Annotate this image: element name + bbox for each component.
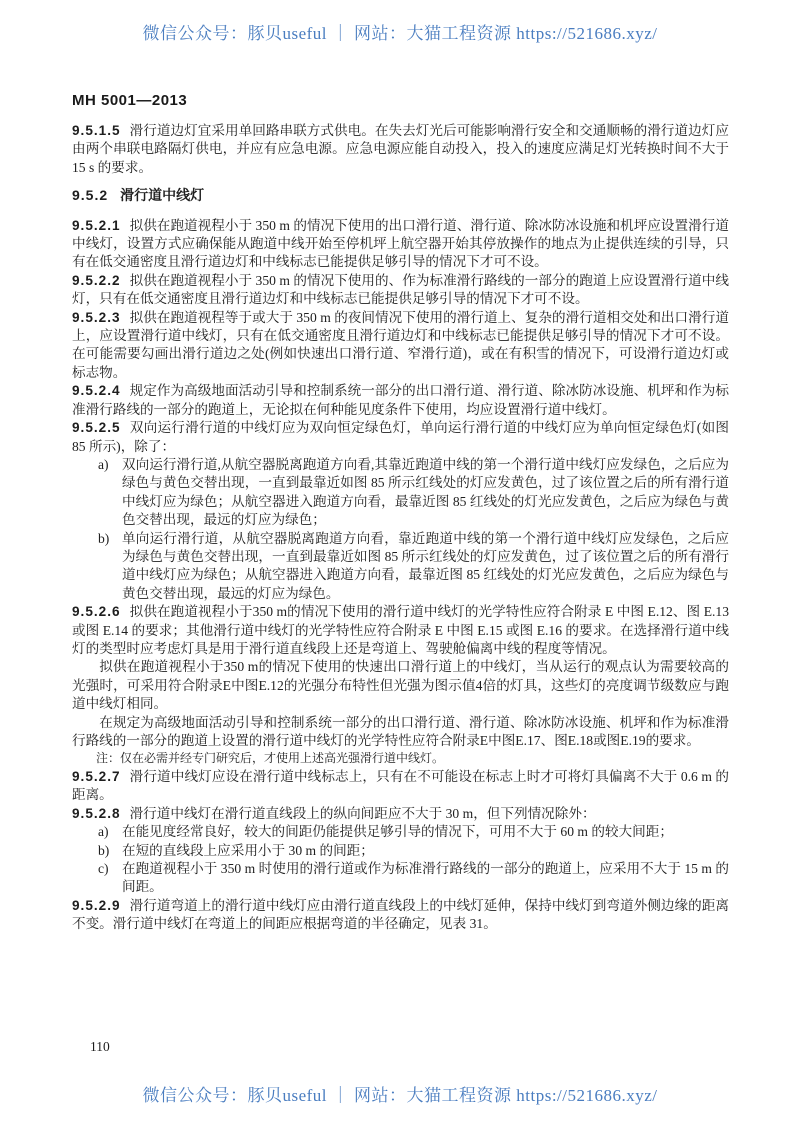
section-9-5-2-6 (72, 603, 729, 658)
standard-number: MH 5001—2013 (72, 92, 188, 109)
section-number: 9.5.2.8 (72, 805, 121, 821)
section-text: 拟供在跑道视程小于 350 m 的情况下使用的出口滑行道、滑行道、除冰防冰设施和机坪应设置滑行道中线灯，设置方式应确保能从跑道中线开始至停机坪上航空器开始其停放操作的地点为止提供连续的引导，只有在低交通密度且滑行道边灯和中线标志已能提供足够引导的情况下才可不设。 (72, 217, 729, 270)
section-text: 滑行道中线灯应设在滑行道中线标志上，只有在不可能设在标志上时才可将灯具偏离不大于 0.6 m 的距离。 (72, 768, 729, 803)
list-item-a (72, 456, 729, 530)
document-body (72, 122, 729, 934)
section-text: 规定作为高级地面活动引导和控制系统一部分的出口滑行道、滑行道、除冰防冰设施、机坪和作为标准滑行路线的一部分的跑道上，无论拟在何种能见度条件下使用，均应设置滑行道中线灯。 (72, 383, 729, 417)
section-number: 9.5.2.3 (72, 309, 121, 325)
section-9-5-2-1 (72, 217, 729, 272)
section-number: 9.5.2.2 (72, 272, 121, 288)
section-9-5-2-5 (72, 419, 729, 456)
section-9-5-2-9 (72, 897, 729, 934)
list-marker: b) (98, 530, 110, 546)
section-number: 9.5.2.1 (72, 217, 121, 233)
list-item-a (72, 823, 729, 841)
list-item-text: 在能见度经常良好，较大的间距仍能提供足够引导的情况下，可用不大于 60 m 的较大间距； (122, 824, 673, 840)
continuation-paragraph (72, 658, 729, 713)
list-item-text: 双向运行滑行道,从航空器脱离跑道方向看,其靠近跑道中线的第一个滑行道中线灯应发绿色，之后应为绿色与黄色交替出现，一直到最靠近如图 85 所示红线处的灯应发黄色，过了该位置之后的所有滑行道中线灯应为绿色；从航空器进入跑道方向看，最靠近图 85 红线处的灯光应发黄色，之后应为绿色与黄色交替出现，最远的灯应为绿色； (122, 456, 729, 528)
list-marker: b) (98, 842, 110, 858)
section-number: 9.5.2.5 (72, 420, 121, 436)
section-9-5-2-8 (72, 805, 729, 823)
section-9-5-2-4 (72, 382, 729, 419)
list-marker: a) (98, 456, 109, 472)
section-9-5-2-2 (72, 272, 729, 309)
note-text: 注：仅在必需并经专门研究后，才使用上述高光强滑行道中线灯。 (96, 751, 445, 766)
section-9-5-2-7 (72, 768, 729, 805)
section-number: 9.5.2.4 (72, 383, 121, 399)
heading-number: 9.5.2 (72, 187, 109, 204)
section-text: 拟供在跑道视程小于350 m的情况下使用的滑行道中线灯的光学特性应符合附录 E 中图 E.12、图 E.13 或图 E.14 的要求；其他滑行道中线灯的光学特性应符合附录 E 中图 E.15 或图 E.16 的要求。在选择滑行道中线灯的类型时应考虑灯具是用于滑行道直线段上还是弯道上、驾驶舱偏离中线的程度等情况。 (72, 604, 729, 656)
watermark-footer: 微信公众号：豚贝useful ｜ 网站：大猫工程资源 https://521686.xyz/ (142, 1086, 658, 1105)
watermark-header: 微信公众号：豚贝useful ｜ 网站：大猫工程资源 https://521686.xyz/ (142, 24, 658, 43)
section-text: 拟供在跑道视程等于或大于 350 m 的夜间情况下使用的滑行道上、复杂的滑行道相交处和出口滑行道上，应设置滑行道中线灯，只有在低交通密度且滑行道边灯和中线标志已能提供足够引导的情况下才可不设。在可能需要勾画出滑行道边之处(例如快速出口滑行道、窄滑行道)，或在有积雪的情况下，可设滑行道边灯或标志物。 (72, 309, 729, 380)
paragraph-text: 拟供在跑道视程小于350 m的情况下使用的快速出口滑行道上的中线灯，当从运行的观点认为需要较高的光强时，可采用符合附录E中图E.12的光强分布特性但光强为图示值4倍的灯具，这些灯的亮度调节级数应与跑道中线灯相同。 (72, 659, 729, 712)
list-marker: a) (98, 824, 109, 840)
heading-title: 滑行道中线灯 (120, 187, 205, 204)
section-9-5-2-3 (72, 309, 729, 383)
list-item-text: 在跑道视程小于 350 m 时使用的滑行道或作为标准滑行路线的一部分的跑道上，应采用不大于 15 m 的间距。 (122, 860, 729, 895)
list-item-text: 单向运行滑行道，从航空器脱离跑道方向看，靠近跑道中线的第一个滑行道中线灯应发绿色，之后应为绿色与黄色交替出现，一直到最靠近如图 85 所示红线处的灯应发黄色，过了该位置之后的所有滑行道中线灯应为绿色；从航空器进入跑道方向看，最靠近图 85 红线处的灯光应发黄色，之后应为绿色与黄色交替出现，最远的灯应为绿色。 (122, 530, 729, 601)
heading-9-5-2 (72, 186, 729, 204)
section-9-5-1-5 (72, 122, 729, 177)
section-number: 9.5.2.6 (72, 604, 121, 620)
page-number: 110 (90, 1039, 110, 1054)
section-text: 拟供在跑道视程小于 350 m 的情况下使用的、作为标准滑行路线的一部分的跑道上应设置滑行道中线灯，只有在低交通密度且滑行道边灯和中线标志已能提供足够引导的情况下才可不设。 (72, 272, 729, 307)
section-text: 滑行道弯道上的滑行道中线灯应由滑行道直线段上的中线灯延伸，保持中线灯到弯道外侧边缘的距离不变。滑行道中线灯在弯道上的间距应根据弯道的半径确定，见表 31。 (72, 897, 729, 932)
note-paragraph (72, 750, 729, 768)
list-item-text: 在短的直线段上应采用小于 30 m 的间距； (122, 842, 374, 858)
section-number: 9.5.2.9 (72, 897, 121, 913)
list-marker: c) (98, 860, 109, 876)
list-item-b (72, 530, 729, 604)
continuation-paragraph (72, 714, 729, 751)
section-text: 双向运行滑行道的中线灯应为双向恒定绿色灯，单向运行滑行道的中线灯应为单向恒定绿色灯(如图 85 所示)，除了： (72, 420, 729, 454)
list-item-c (72, 860, 729, 897)
section-number: 9.5.1.5 (72, 123, 121, 138)
list-item-b (72, 842, 729, 860)
paragraph-text: 在规定为高级地面活动引导和控制系统一部分的出口滑行道、滑行道、除冰防冰设施、机坪和作为标准滑行路线的一部分的跑道上设置的滑行道中线灯的光学特性应符合附录E中图E.17、图E.18或图E.19的要求。 (72, 714, 729, 748)
section-text: 滑行道边灯宜采用单回路串联方式供电。在失去灯光后可能影响滑行安全和交通顺畅的滑行道边灯应由两个串联电路隔灯供电，并应有应急电源。应急电源应能自动投入，投入的速度应满足灯光转换时间不大于 15 s 的要求。 (72, 123, 729, 175)
section-text: 滑行道中线灯在滑行道直线段上的纵向间距应不大于 30 m，但下列情况除外： (129, 805, 596, 821)
section-number: 9.5.2.7 (72, 768, 121, 784)
